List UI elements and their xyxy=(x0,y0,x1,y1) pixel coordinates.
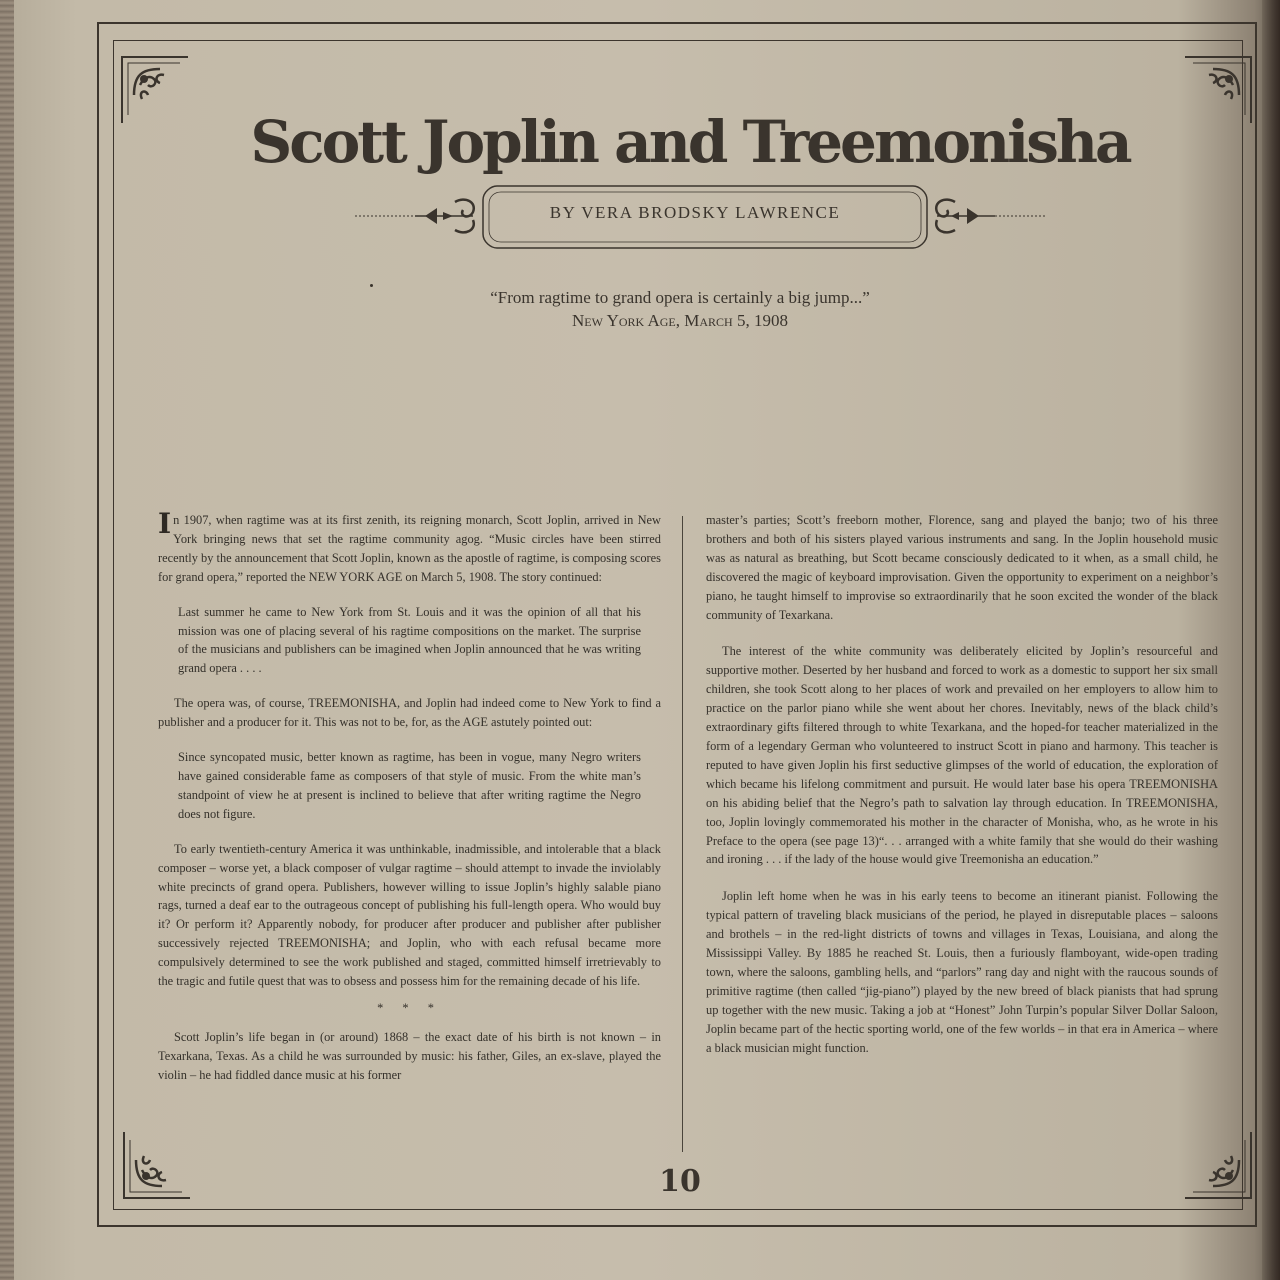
epigraph-source: New York Age, March 5, 1908 xyxy=(572,311,788,330)
block-quote: Last summer he came to New York from St. Louis and it was the opinion of all that his mission was one of placing several of his ragtime compositions on the market. The surprise of the musicians and publishers can be imagined when Joplin announced that he was writing grand opera . . . . xyxy=(178,604,641,676)
paragraph: To early twentieth-century America it was unthinkable, inadmissible, and intolerable that a black composer – worse yet, a black composer of vulgar ragtime – should attempt to invade the inviolably white precincts of grand opera. Publishers, however willing to issue Joplin’s highly salable piano rags, turned a deaf ear to the outrageous concept of publishing his full-length opera. Who would buy it? Or perform it? Apparently nobody, for producer after producer and publisher after publisher successively rejected TREEMONISHA; and Joplin, who with each refusal became more compulsively determined to see the work published and staged, committed himself irretrievably to the tragic and futile quest that was to obsess and possess him for the remaining decade of his life. xyxy=(158,841,661,989)
book-spine-edge xyxy=(0,0,14,1280)
paragraph-text: n 1907, when ragtime was at its first zenith, its reigning monarch, Scott Joplin, arrived in New York bringing news that set the ragtime community agog. “Music circles have been stirred recently by the announcement that Scott Joplin, known as the apostle of ragtime, is composing scores for grand opera,” reported the NEW YORK AGE on March 5, 1908. The story continued: xyxy=(158,513,661,584)
paragraph xyxy=(158,507,661,587)
epigraph xyxy=(440,286,920,332)
paragraph: The interest of the white community was deliberately elicited by Joplin’s resourceful and supportive mother. Deserted by her husband and forced to work as a domestic to support her six small children, she took Scott along to her places of work and prevailed on her employers to allow him to practice on the parlor piano while she went about her chores. Inevitably, news of the black child’s extraordinary gifts filtered through to white Texarkana, and the hoped-for teacher materialized in the form of a legendary German who volunteered to instruct Scott in piano and harmony. This teacher is reputed to have given Joplin his first seductive glimpses of the world of education, the exploration of which became his lifelong commitment and pursuit. He would later base his opera TREEMONISHA on his abiding belief that the Negro’s path to salvation lay through education. In TREEMONISHA, too, Joplin lovingly commemorated his mother in the character of Monisha, who, as he wrote in his Preface to the opera (see page 13)“. . . arranged with a white family that she would do their washing and ironing . . . if the lady of the house would give Treemonisha an education.” xyxy=(706,644,1218,867)
page-edge-shadow xyxy=(1262,0,1280,1280)
corner-ornament-bottom-left xyxy=(122,1130,192,1200)
paragraph: master’s parties; Scott’s freeborn mother, Florence, sang and played the banjo; two of his three brothers and both of his sisters played various instruments and sang. In the Joplin household music was as natural as breathing, but Scott became consciously dedicated to it when, as a small child, he discovered the magic of keyboard improvisation. Given the opportunity to experiment on a neighbor’s piano, he taught himself to improvise so extraordinarily that he soon excited the wonder of the black community of Texarkana. xyxy=(706,513,1218,622)
stray-dot xyxy=(370,284,373,287)
paragraph: Joplin left home when he was in his early teens to become an itinerant pianist. Following the typical pattern of traveling black musicians of the period, he played in disreputable places – saloons and brothels – in the red-light districts of towns and villages in Texas, Louisiana, and along the Mississippi Valley. By 1885 he reached St. Louis, then a furiously flamboyant, wide-open trading town, where the saloons, gambling hells, and “parlors” rang day and night with the raucous sounds of primitive ragtime (then called “jig-piano”) played by the new breed of black pianists that had sprung up together with the new music. Taking a job at “Honest” John Turpin’s popular Silver Dollar Saloon, Joplin became part of the hectic sporting world, one of the few worlds – in that era in America – where a black musician might function. xyxy=(706,889,1218,1055)
author-byline: BY VERA BRODSKY LAWRENCE xyxy=(549,203,841,222)
drop-cap: I xyxy=(158,507,172,540)
left-text-column xyxy=(158,507,661,1085)
paragraph: The opera was, of course, TREEMONISHA, and Joplin had indeed come to New York to find a publisher and a producer for it. This was not to be, for, as the AGE astutely pointed out: xyxy=(158,696,661,730)
right-text-column xyxy=(706,511,1218,1057)
section-separator: * * * xyxy=(377,1000,442,1015)
paragraph: Scott Joplin’s life began in (or around) 1868 – the exact date of his birth is not known – in Texarkana, Texas. As a child he was surrounded by music: his father, Giles, an ex-slave, played the violin – he had fiddled dance music at his former xyxy=(158,1029,661,1082)
page-title: Scott Joplin and Treemonisha xyxy=(250,108,1130,176)
block-quote: Since syncopated music, better known as ragtime, has been in vogue, many Negro writers have gained considerable fame as composers of that style of music. From the white man’s standpoint of view he at present is inclined to believe that after writing ragtime the Negro does not figure. xyxy=(178,750,641,821)
page-number: 10 xyxy=(659,1164,701,1199)
epigraph-quote: “From ragtime to grand opera is certainly a big jump...” xyxy=(490,288,870,307)
column-divider xyxy=(682,516,683,1152)
corner-ornament-bottom-right xyxy=(1183,1130,1253,1200)
